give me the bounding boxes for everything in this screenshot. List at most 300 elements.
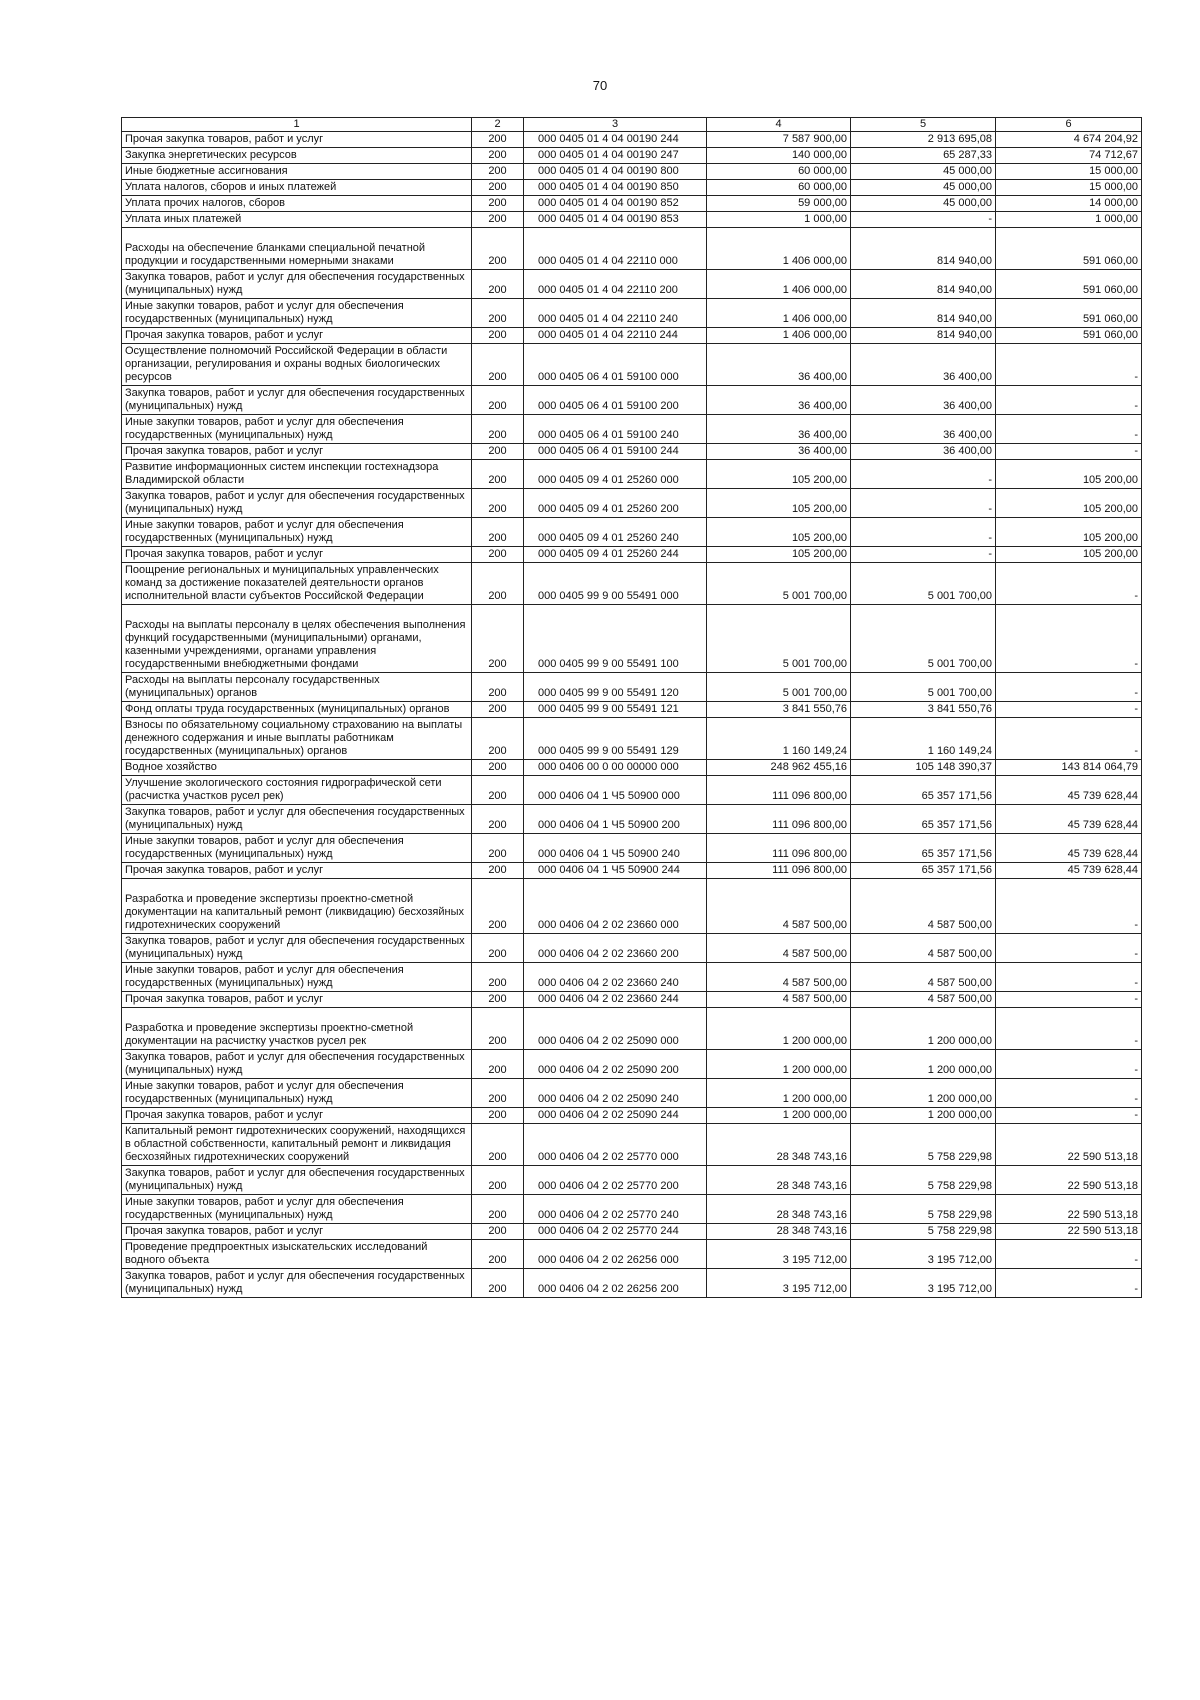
row-unexecuted-value-cell: - [996, 992, 1142, 1008]
row-code-cell: 200 [472, 444, 524, 460]
row-name-cell: Осуществление полномочий Российской Федерации в области организации, регулирования и охраны водных биологических ресурсов [122, 344, 472, 386]
table-row [122, 148, 1142, 164]
row-kbk-cell: 000 0406 04 1 Ч5 50900 244 [524, 863, 707, 879]
row-kbk-cell: 000 0406 04 2 02 25090 244 [524, 1108, 707, 1124]
row-approved-value-cell: 1 160 149,24 [707, 718, 851, 760]
row-code-cell: 200 [472, 1008, 524, 1050]
row-unexecuted-value-cell: 74 712,67 [996, 148, 1142, 164]
row-unexecuted-value-cell: 1 000,00 [996, 212, 1142, 228]
row-approved-value-cell: 36 400,00 [707, 415, 851, 444]
row-unexecuted-value-cell: - [996, 963, 1142, 992]
table-row [122, 992, 1142, 1008]
row-approved-value-cell: 60 000,00 [707, 180, 851, 196]
row-name-cell: Иные закупки товаров, работ и услуг для обеспечения государственных (муниципальных) нужд [122, 834, 472, 863]
row-approved-value-cell: 5 001 700,00 [707, 605, 851, 673]
row-name-cell: Прочая закупка товаров, работ и услуг [122, 547, 472, 563]
row-unexecuted-value-cell: - [996, 563, 1142, 605]
table-row [122, 718, 1142, 760]
table-row [122, 1269, 1142, 1298]
row-code-cell: 200 [472, 1224, 524, 1240]
row-approved-value-cell: 1 200 000,00 [707, 1008, 851, 1050]
table-row [122, 1050, 1142, 1079]
row-name-cell: Улучшение экологического состояния гидрографической сети (расчистка участков русел рек) [122, 776, 472, 805]
row-unexecuted-value-cell: - [996, 1108, 1142, 1124]
row-executed-value-cell: 36 400,00 [851, 444, 996, 460]
row-name-cell: Закупка товаров, работ и услуг для обеспечения государственных (муниципальных) нужд [122, 805, 472, 834]
table-row [122, 760, 1142, 776]
column-header: 4 [707, 118, 851, 132]
row-code-cell: 200 [472, 673, 524, 702]
row-code-cell: 200 [472, 164, 524, 180]
table-row [122, 415, 1142, 444]
table-row [122, 132, 1142, 148]
row-kbk-cell: 000 0406 04 1 Ч5 50900 000 [524, 776, 707, 805]
row-executed-value-cell: 4 587 500,00 [851, 934, 996, 963]
row-unexecuted-value-cell: 15 000,00 [996, 180, 1142, 196]
row-kbk-cell: 000 0405 01 4 04 00190 247 [524, 148, 707, 164]
row-code-cell: 200 [472, 934, 524, 963]
row-code-cell: 200 [472, 702, 524, 718]
row-kbk-cell: 000 0405 99 9 00 55491 100 [524, 605, 707, 673]
row-unexecuted-value-cell: 22 590 513,18 [996, 1224, 1142, 1240]
row-kbk-cell: 000 0405 99 9 00 55491 121 [524, 702, 707, 718]
row-approved-value-cell: 1 406 000,00 [707, 299, 851, 328]
row-code-cell: 200 [472, 212, 524, 228]
row-code-cell: 200 [472, 760, 524, 776]
row-code-cell: 200 [472, 228, 524, 270]
row-kbk-cell: 000 0405 99 9 00 55491 000 [524, 563, 707, 605]
row-kbk-cell: 000 0405 09 4 01 25260 200 [524, 489, 707, 518]
row-code-cell: 200 [472, 1240, 524, 1269]
row-code-cell: 200 [472, 489, 524, 518]
table-row [122, 270, 1142, 299]
row-executed-value-cell: 45 000,00 [851, 196, 996, 212]
row-kbk-cell: 000 0406 04 2 02 26256 000 [524, 1240, 707, 1269]
row-name-cell: Иные закупки товаров, работ и услуг для обеспечения государственных (муниципальных) нужд [122, 1079, 472, 1108]
row-approved-value-cell: 111 096 800,00 [707, 863, 851, 879]
row-unexecuted-value-cell: - [996, 1079, 1142, 1108]
row-approved-value-cell: 59 000,00 [707, 196, 851, 212]
row-name-cell: Закупка товаров, работ и услуг для обеспечения государственных (муниципальных) нужд [122, 934, 472, 963]
table-row [122, 228, 1142, 270]
row-unexecuted-value-cell: 22 590 513,18 [996, 1195, 1142, 1224]
row-executed-value-cell: 814 940,00 [851, 228, 996, 270]
row-unexecuted-value-cell: 591 060,00 [996, 228, 1142, 270]
row-name-cell: Закупка товаров, работ и услуг для обеспечения государственных (муниципальных) нужд [122, 489, 472, 518]
table-row [122, 344, 1142, 386]
row-code-cell: 200 [472, 1079, 524, 1108]
row-name-cell: Разработка и проведение экспертизы проектно-сметной документации на капитальный ремонт (ликвидацию) бесхозяйных гидротехнических сооружений [122, 879, 472, 934]
row-unexecuted-value-cell: 591 060,00 [996, 299, 1142, 328]
row-name-cell: Поощрение региональных и муниципальных управленческих команд за достижение показателей деятельности органов исполнительной власти субъектов Российской Федерации [122, 563, 472, 605]
row-unexecuted-value-cell: 105 200,00 [996, 547, 1142, 563]
row-kbk-cell: 000 0405 06 4 01 59100 000 [524, 344, 707, 386]
row-code-cell: 200 [472, 863, 524, 879]
row-executed-value-cell: 65 357 171,56 [851, 834, 996, 863]
row-code-cell: 200 [472, 518, 524, 547]
row-executed-value-cell: 1 200 000,00 [851, 1108, 996, 1124]
table-row [122, 863, 1142, 879]
table-row [122, 805, 1142, 834]
row-unexecuted-value-cell: - [996, 673, 1142, 702]
row-approved-value-cell: 248 962 455,16 [707, 760, 851, 776]
row-code-cell: 200 [472, 132, 524, 148]
row-code-cell: 200 [472, 776, 524, 805]
row-executed-value-cell: 814 940,00 [851, 328, 996, 344]
row-name-cell: Расходы на выплаты персоналу в целях обеспечения выполнения функций государственными (муниципальными) органами, казенными учреждениями, органами управления государственными внебюджетными фондами [122, 605, 472, 673]
row-executed-value-cell: 1 200 000,00 [851, 1050, 996, 1079]
row-name-cell: Водное хозяйство [122, 760, 472, 776]
table-row [122, 489, 1142, 518]
row-kbk-cell: 000 0405 06 4 01 59100 240 [524, 415, 707, 444]
row-code-cell: 200 [472, 196, 524, 212]
row-unexecuted-value-cell: 14 000,00 [996, 196, 1142, 212]
row-approved-value-cell: 28 348 743,16 [707, 1124, 851, 1166]
row-executed-value-cell: 65 357 171,56 [851, 805, 996, 834]
row-executed-value-cell: 1 200 000,00 [851, 1079, 996, 1108]
row-name-cell: Закупка товаров, работ и услуг для обеспечения государственных (муниципальных) нужд [122, 1050, 472, 1079]
row-name-cell: Развитие информационных систем инспекции гостехнадзора Владимирской области [122, 460, 472, 489]
row-approved-value-cell: 60 000,00 [707, 164, 851, 180]
row-executed-value-cell: 3 841 550,76 [851, 702, 996, 718]
row-executed-value-cell: 5 001 700,00 [851, 563, 996, 605]
row-kbk-cell: 000 0405 09 4 01 25260 244 [524, 547, 707, 563]
row-approved-value-cell: 1 406 000,00 [707, 328, 851, 344]
row-approved-value-cell: 28 348 743,16 [707, 1195, 851, 1224]
row-code-cell: 200 [472, 605, 524, 673]
row-name-cell: Прочая закупка товаров, работ и услуг [122, 444, 472, 460]
row-kbk-cell: 000 0405 01 4 04 22110 200 [524, 270, 707, 299]
column-header: 2 [472, 118, 524, 132]
row-kbk-cell: 000 0406 04 2 02 25090 000 [524, 1008, 707, 1050]
row-approved-value-cell: 5 001 700,00 [707, 673, 851, 702]
row-executed-value-cell: 3 195 712,00 [851, 1269, 996, 1298]
row-approved-value-cell: 7 587 900,00 [707, 132, 851, 148]
column-header: 6 [996, 118, 1142, 132]
row-code-cell: 200 [472, 1124, 524, 1166]
row-kbk-cell: 000 0406 04 2 02 25090 240 [524, 1079, 707, 1108]
row-code-cell: 200 [472, 718, 524, 760]
row-executed-value-cell: - [851, 547, 996, 563]
row-executed-value-cell: 3 195 712,00 [851, 1240, 996, 1269]
row-name-cell: Капитальный ремонт гидротехнических сооружений, находящихся в областной собственности, капитальный ремонт и ликвидация бесхозяйных гидротехнических сооружений [122, 1124, 472, 1166]
row-executed-value-cell: - [851, 460, 996, 489]
row-unexecuted-value-cell: - [996, 702, 1142, 718]
row-approved-value-cell: 36 400,00 [707, 386, 851, 415]
row-approved-value-cell: 28 348 743,16 [707, 1166, 851, 1195]
row-code-cell: 200 [472, 270, 524, 299]
row-unexecuted-value-cell: 45 739 628,44 [996, 805, 1142, 834]
row-executed-value-cell: 5 001 700,00 [851, 673, 996, 702]
row-name-cell: Прочая закупка товаров, работ и услуг [122, 328, 472, 344]
row-kbk-cell: 000 0405 01 4 04 22110 240 [524, 299, 707, 328]
table-row [122, 1008, 1142, 1050]
table-row [122, 834, 1142, 863]
row-code-cell: 200 [472, 805, 524, 834]
row-approved-value-cell: 1 406 000,00 [707, 270, 851, 299]
row-name-cell: Расходы на обеспечение бланками специальной печатной продукции и государственными номерными знаками [122, 228, 472, 270]
row-kbk-cell: 000 0406 04 2 02 23660 200 [524, 934, 707, 963]
row-kbk-cell: 000 0406 04 1 Ч5 50900 240 [524, 834, 707, 863]
row-executed-value-cell: 36 400,00 [851, 415, 996, 444]
row-executed-value-cell: 2 913 695,08 [851, 132, 996, 148]
table-row [122, 196, 1142, 212]
row-name-cell: Прочая закупка товаров, работ и услуг [122, 1108, 472, 1124]
row-unexecuted-value-cell: - [996, 444, 1142, 460]
table-row [122, 328, 1142, 344]
page-number: 70 [592, 78, 608, 93]
table-row [122, 1166, 1142, 1195]
row-kbk-cell: 000 0405 09 4 01 25260 000 [524, 460, 707, 489]
row-unexecuted-value-cell: 591 060,00 [996, 328, 1142, 344]
row-name-cell: Прочая закупка товаров, работ и услуг [122, 132, 472, 148]
row-approved-value-cell: 36 400,00 [707, 444, 851, 460]
row-unexecuted-value-cell: - [996, 879, 1142, 934]
row-name-cell: Прочая закупка товаров, работ и услуг [122, 992, 472, 1008]
row-unexecuted-value-cell: 45 739 628,44 [996, 776, 1142, 805]
table-row [122, 563, 1142, 605]
column-header: 5 [851, 118, 996, 132]
table-row [122, 702, 1142, 718]
row-executed-value-cell: 5 758 229,98 [851, 1124, 996, 1166]
row-approved-value-cell: 105 200,00 [707, 489, 851, 518]
row-unexecuted-value-cell: - [996, 386, 1142, 415]
row-code-cell: 200 [472, 180, 524, 196]
row-kbk-cell: 000 0405 09 4 01 25260 240 [524, 518, 707, 547]
table-row [122, 444, 1142, 460]
row-code-cell: 200 [472, 547, 524, 563]
row-approved-value-cell: 36 400,00 [707, 344, 851, 386]
row-code-cell: 200 [472, 460, 524, 489]
row-approved-value-cell: 1 000,00 [707, 212, 851, 228]
table-row [122, 1079, 1142, 1108]
row-kbk-cell: 000 0406 04 1 Ч5 50900 200 [524, 805, 707, 834]
row-approved-value-cell: 140 000,00 [707, 148, 851, 164]
row-name-cell: Уплата иных платежей [122, 212, 472, 228]
row-executed-value-cell: 1 160 149,24 [851, 718, 996, 760]
column-header: 3 [524, 118, 707, 132]
row-executed-value-cell: 45 000,00 [851, 180, 996, 196]
row-kbk-cell: 000 0406 04 2 02 25770 244 [524, 1224, 707, 1240]
row-code-cell: 200 [472, 834, 524, 863]
row-name-cell: Фонд оплаты труда государственных (муниципальных) органов [122, 702, 472, 718]
budget-table [121, 117, 1142, 1298]
row-code-cell: 200 [472, 386, 524, 415]
row-kbk-cell: 000 0406 04 2 02 23660 244 [524, 992, 707, 1008]
row-approved-value-cell: 3 195 712,00 [707, 1269, 851, 1298]
row-name-cell: Прочая закупка товаров, работ и услуг [122, 1224, 472, 1240]
table-row [122, 547, 1142, 563]
row-executed-value-cell: 5 758 229,98 [851, 1195, 996, 1224]
row-code-cell: 200 [472, 299, 524, 328]
row-code-cell: 200 [472, 963, 524, 992]
row-name-cell: Иные закупки товаров, работ и услуг для обеспечения государственных (муниципальных) нужд [122, 415, 472, 444]
row-name-cell: Уплата налогов, сборов и иных платежей [122, 180, 472, 196]
row-kbk-cell: 000 0406 04 2 02 25770 240 [524, 1195, 707, 1224]
row-name-cell: Разработка и проведение экспертизы проектно-сметной документации на расчистку участков русел рек [122, 1008, 472, 1050]
table-header-row [122, 118, 1142, 132]
row-unexecuted-value-cell: 143 814 064,79 [996, 760, 1142, 776]
row-unexecuted-value-cell: 45 739 628,44 [996, 863, 1142, 879]
row-unexecuted-value-cell: 4 674 204,92 [996, 132, 1142, 148]
row-approved-value-cell: 3 841 550,76 [707, 702, 851, 718]
table-row [122, 1108, 1142, 1124]
row-executed-value-cell: 5 758 229,98 [851, 1166, 996, 1195]
table-row [122, 180, 1142, 196]
row-unexecuted-value-cell: - [996, 1240, 1142, 1269]
row-approved-value-cell: 111 096 800,00 [707, 805, 851, 834]
table-row [122, 212, 1142, 228]
row-name-cell: Иные закупки товаров, работ и услуг для обеспечения государственных (муниципальных) нужд [122, 963, 472, 992]
row-approved-value-cell: 1 406 000,00 [707, 228, 851, 270]
table-row [122, 934, 1142, 963]
table-row [122, 879, 1142, 934]
row-kbk-cell: 000 0405 01 4 04 00190 244 [524, 132, 707, 148]
row-kbk-cell: 000 0406 04 2 02 26256 200 [524, 1269, 707, 1298]
row-approved-value-cell: 111 096 800,00 [707, 776, 851, 805]
table-row [122, 1240, 1142, 1269]
row-executed-value-cell: 36 400,00 [851, 386, 996, 415]
row-unexecuted-value-cell: 591 060,00 [996, 270, 1142, 299]
row-approved-value-cell: 4 587 500,00 [707, 879, 851, 934]
row-unexecuted-value-cell: 45 739 628,44 [996, 834, 1142, 863]
row-executed-value-cell: 1 200 000,00 [851, 1008, 996, 1050]
row-name-cell: Уплата прочих налогов, сборов [122, 196, 472, 212]
row-kbk-cell: 000 0405 01 4 04 22110 000 [524, 228, 707, 270]
row-kbk-cell: 000 0405 06 4 01 59100 200 [524, 386, 707, 415]
row-approved-value-cell: 1 200 000,00 [707, 1050, 851, 1079]
row-unexecuted-value-cell: 105 200,00 [996, 460, 1142, 489]
row-unexecuted-value-cell: 22 590 513,18 [996, 1166, 1142, 1195]
row-approved-value-cell: 111 096 800,00 [707, 834, 851, 863]
table-row [122, 164, 1142, 180]
row-executed-value-cell: - [851, 489, 996, 518]
row-executed-value-cell: 4 587 500,00 [851, 992, 996, 1008]
row-unexecuted-value-cell: - [996, 344, 1142, 386]
row-kbk-cell: 000 0406 00 0 00 00000 000 [524, 760, 707, 776]
row-unexecuted-value-cell: 105 200,00 [996, 518, 1142, 547]
row-code-cell: 200 [472, 1269, 524, 1298]
row-executed-value-cell: 65 357 171,56 [851, 863, 996, 879]
row-code-cell: 200 [472, 1050, 524, 1079]
row-approved-value-cell: 105 200,00 [707, 460, 851, 489]
row-approved-value-cell: 3 195 712,00 [707, 1240, 851, 1269]
row-code-cell: 200 [472, 328, 524, 344]
row-approved-value-cell: 28 348 743,16 [707, 1224, 851, 1240]
row-unexecuted-value-cell: - [996, 415, 1142, 444]
row-kbk-cell: 000 0406 04 2 02 25770 000 [524, 1124, 707, 1166]
row-code-cell: 200 [472, 1166, 524, 1195]
table-row [122, 673, 1142, 702]
row-unexecuted-value-cell: - [996, 1050, 1142, 1079]
row-name-cell: Иные закупки товаров, работ и услуг для обеспечения государственных (муниципальных) нужд [122, 518, 472, 547]
row-executed-value-cell: 65 287,33 [851, 148, 996, 164]
row-name-cell: Иные бюджетные ассигнования [122, 164, 472, 180]
table-row [122, 963, 1142, 992]
row-kbk-cell: 000 0405 99 9 00 55491 120 [524, 673, 707, 702]
row-unexecuted-value-cell: - [996, 934, 1142, 963]
row-kbk-cell: 000 0405 01 4 04 00190 852 [524, 196, 707, 212]
column-header: 1 [122, 118, 472, 132]
row-unexecuted-value-cell: - [996, 1269, 1142, 1298]
row-unexecuted-value-cell: - [996, 718, 1142, 760]
row-name-cell: Закупка товаров, работ и услуг для обеспечения государственных (муниципальных) нужд [122, 1269, 472, 1298]
row-executed-value-cell: 814 940,00 [851, 270, 996, 299]
row-kbk-cell: 000 0406 04 2 02 23660 000 [524, 879, 707, 934]
row-name-cell: Закупка товаров, работ и услуг для обеспечения государственных (муниципальных) нужд [122, 270, 472, 299]
row-approved-value-cell: 4 587 500,00 [707, 963, 851, 992]
row-approved-value-cell: 4 587 500,00 [707, 992, 851, 1008]
row-approved-value-cell: 1 200 000,00 [707, 1079, 851, 1108]
row-kbk-cell: 000 0406 04 2 02 25090 200 [524, 1050, 707, 1079]
row-executed-value-cell: 4 587 500,00 [851, 963, 996, 992]
row-executed-value-cell: 5 758 229,98 [851, 1224, 996, 1240]
table-row [122, 518, 1142, 547]
table-row [122, 1124, 1142, 1166]
row-code-cell: 200 [472, 1108, 524, 1124]
table-row [122, 386, 1142, 415]
row-unexecuted-value-cell: 15 000,00 [996, 164, 1142, 180]
table-row [122, 776, 1142, 805]
row-executed-value-cell: 814 940,00 [851, 299, 996, 328]
row-executed-value-cell: - [851, 212, 996, 228]
row-kbk-cell: 000 0406 04 2 02 23660 240 [524, 963, 707, 992]
row-unexecuted-value-cell: - [996, 605, 1142, 673]
row-executed-value-cell: 45 000,00 [851, 164, 996, 180]
row-executed-value-cell: 5 001 700,00 [851, 605, 996, 673]
row-kbk-cell: 000 0405 01 4 04 22110 244 [524, 328, 707, 344]
row-code-cell: 200 [472, 148, 524, 164]
row-code-cell: 200 [472, 563, 524, 605]
row-unexecuted-value-cell: 22 590 513,18 [996, 1124, 1142, 1166]
row-code-cell: 200 [472, 415, 524, 444]
row-approved-value-cell: 105 200,00 [707, 547, 851, 563]
row-executed-value-cell: 4 587 500,00 [851, 879, 996, 934]
row-code-cell: 200 [472, 992, 524, 1008]
row-approved-value-cell: 4 587 500,00 [707, 934, 851, 963]
row-kbk-cell: 000 0405 01 4 04 00190 800 [524, 164, 707, 180]
row-executed-value-cell: 65 357 171,56 [851, 776, 996, 805]
table-row [122, 605, 1142, 673]
row-kbk-cell: 000 0405 06 4 01 59100 244 [524, 444, 707, 460]
row-name-cell: Взносы по обязательному социальному страхованию на выплаты денежного содержания и иные выплаты работникам государственных (муниципальных) органов [122, 718, 472, 760]
row-name-cell: Расходы на выплаты персоналу государственных (муниципальных) органов [122, 673, 472, 702]
row-code-cell: 200 [472, 879, 524, 934]
row-name-cell: Закупка товаров, работ и услуг для обеспечения государственных (муниципальных) нужд [122, 1166, 472, 1195]
table-row [122, 460, 1142, 489]
row-kbk-cell: 000 0405 01 4 04 00190 853 [524, 212, 707, 228]
row-kbk-cell: 000 0405 01 4 04 00190 850 [524, 180, 707, 196]
row-unexecuted-value-cell: - [996, 1008, 1142, 1050]
row-approved-value-cell: 105 200,00 [707, 518, 851, 547]
table-row [122, 1224, 1142, 1240]
row-name-cell: Закупка товаров, работ и услуг для обеспечения государственных (муниципальных) нужд [122, 386, 472, 415]
row-executed-value-cell: - [851, 518, 996, 547]
row-name-cell: Проведение предпроектных изыскательских исследований водного объекта [122, 1240, 472, 1269]
row-code-cell: 200 [472, 1195, 524, 1224]
row-code-cell: 200 [472, 344, 524, 386]
row-name-cell: Закупка энергетических ресурсов [122, 148, 472, 164]
row-approved-value-cell: 1 200 000,00 [707, 1108, 851, 1124]
row-name-cell: Прочая закупка товаров, работ и услуг [122, 863, 472, 879]
row-kbk-cell: 000 0406 04 2 02 25770 200 [524, 1166, 707, 1195]
row-kbk-cell: 000 0405 99 9 00 55491 129 [524, 718, 707, 760]
row-approved-value-cell: 5 001 700,00 [707, 563, 851, 605]
row-executed-value-cell: 105 148 390,37 [851, 760, 996, 776]
row-name-cell: Иные закупки товаров, работ и услуг для обеспечения государственных (муниципальных) нужд [122, 1195, 472, 1224]
table-row [122, 299, 1142, 328]
row-executed-value-cell: 36 400,00 [851, 344, 996, 386]
